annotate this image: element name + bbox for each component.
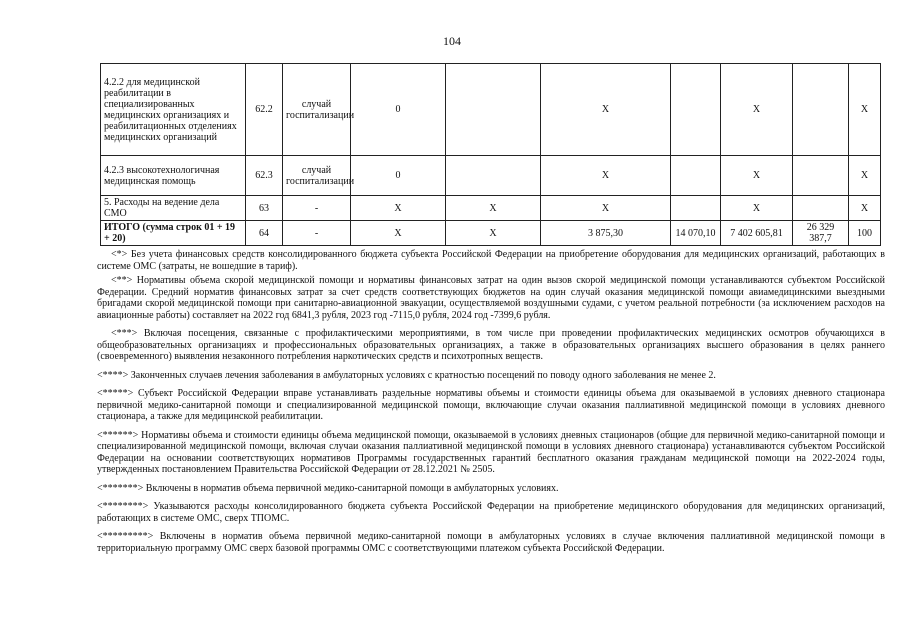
table-cell: Х (351, 196, 446, 221)
footnote: <******> Нормативы объема и стоимости единицы объема медицинской помощи, оказываемой в условиях дневных стационаров (общие для первичной медико-санитарной помощи и специализированной медицинской помощи, включая случаи оказания паллиативной медицинской помощи в условиях дневного стационара) устанавливаются субъектом Российской Федерации на основании соответствующих нормативов Программы государственных гарантий бесплатного оказания гражданам медицинской помощи на 2022-2024 годы, утвержденных постановлением Правительства Российской Федерации от 28.12.2021 № 2505. (97, 429, 885, 475)
table-cell: 26 329 387,7 (793, 221, 849, 246)
table-cell: 14 070,10 (671, 221, 721, 246)
table-cell: Х (446, 221, 541, 246)
table-cell: Х (541, 64, 671, 156)
table-cell: Х (849, 156, 881, 196)
table-cell: - (283, 196, 351, 221)
table-cell: 7 402 605,81 (721, 221, 793, 246)
footnote: <*********> Включены в норматив объема первичной медико-санитарной помощи в амбулаторных условиях в случае включения паллиативной медицинской помощи в территориальную программу ОМС сверх базовой программы ОМС с соответствующими платежом субъекта Российской Федерации. (97, 531, 885, 554)
table-cell: случай госпитализации (283, 156, 351, 196)
table-cell: 64 (246, 221, 283, 246)
table-row (101, 221, 881, 246)
table-cell (793, 64, 849, 156)
table-cell (446, 156, 541, 196)
footnote: <********> Указываются расходы консолидированного бюджета субъекта Российской Федерации на приобретение медицинского оборудования для медицинских организаций, работающих в системе ОМС, сверх ТПОМС. (97, 501, 885, 524)
table-cell: - (283, 221, 351, 246)
row-name-cell: 5. Расходы на ведение дела СМО (101, 196, 246, 221)
footnote: <*******> Включены в норматив объема первичной медико-санитарной помощи в амбулаторных условиях. (97, 482, 559, 494)
table-row (101, 156, 881, 196)
table-row (101, 196, 881, 221)
table-cell: Х (351, 221, 446, 246)
footnotes (97, 249, 885, 561)
footnote: <***> Включая посещения, связанные с профилактическими мероприятиями, в том числе при проведении профилактических медицинских осмотров обучающихся в общеобразовательных организациях и профессиональных образовательных организациях, а также в образовательных организациях высшего образования в целях раннего (своевременного) выявления незаконного потребления наркотических средств и психотропных веществ. (97, 328, 885, 362)
table-cell: Х (541, 156, 671, 196)
table-cell: Х (849, 64, 881, 156)
data-table (100, 63, 881, 246)
table-cell (671, 196, 721, 221)
table-cell: Х (541, 196, 671, 221)
table-cell: Х (849, 196, 881, 221)
table-cell: 3 875,30 (541, 221, 671, 246)
table-cell: Х (446, 196, 541, 221)
page-number: 104 (443, 34, 461, 48)
footnote: <****> Законченных случаев лечения заболевания в амбулаторных условиях с кратностью посещений по поводу одного заболевания не менее 2. (97, 369, 716, 381)
row-name-cell: ИТОГО (сумма строк 01 + 19 + 20) (101, 221, 246, 246)
table-cell: Х (721, 196, 793, 221)
footnote: <**> Нормативы объема скорой медицинской помощи и нормативы финансовых затрат на один вызов скорой медицинской помощи устанавливаются субъектом Российской Федерации. Средний норматив финансовых затрат за счет средств соответствующих бюджетов на один случай оказания медицинской помощи авиамедицинскими выездными бригадами скорой медицинской помощи при санитарно-авиационной эвакуации, осуществляемой воздушными судами, с учетом реальной потребности (за исключением расходов на авиационные работы) составляет на 2022 год 6841,3 рубля, 2023 год -7115,0 рубля, 2024 год -7399,6 рубля. (97, 275, 885, 321)
table-cell: случай госпитализации (283, 64, 351, 156)
table-row (101, 64, 881, 156)
footnote: <*****> Субъект Российской Федерации вправе устанавливать раздельные нормативы объемы и стоимости единицы объема для оказываемой в условиях дневного стационара первичной медико-санитарной помощи и специализированной медицинской помощи, включающие случаи оказания паллиативной медицинской помощи в условиях дневного стационара, а также для медицинской реабилитации. (97, 388, 885, 422)
table-cell: 63 (246, 196, 283, 221)
row-name-cell: 4.2.2 для медицинской реабилитации в специализированных медицинских организациях и реабилитационных отделениях медицинских организаций (101, 64, 246, 156)
row-name-cell: 4.2.3 высокотехнологичная медицинская помощь (101, 156, 246, 196)
table-cell (793, 196, 849, 221)
table-cell: Х (721, 64, 793, 156)
table-cell (671, 156, 721, 196)
table-cell: 0 (351, 156, 446, 196)
table-cell: 62.3 (246, 156, 283, 196)
table-cell: 62.2 (246, 64, 283, 156)
table-cell: 0 (351, 64, 446, 156)
table-cell: 100 (849, 221, 881, 246)
table-cell (793, 156, 849, 196)
table-cell: Х (721, 156, 793, 196)
table-cell (671, 64, 721, 156)
table-cell (446, 64, 541, 156)
footnote: <*> Без учета финансовых средств консолидированного бюджета субъекта Российской Федерации на приобретение оборудования для медицинских организаций, работающих в системе ОМС (затраты, не вошедшие в тариф). (97, 249, 885, 272)
